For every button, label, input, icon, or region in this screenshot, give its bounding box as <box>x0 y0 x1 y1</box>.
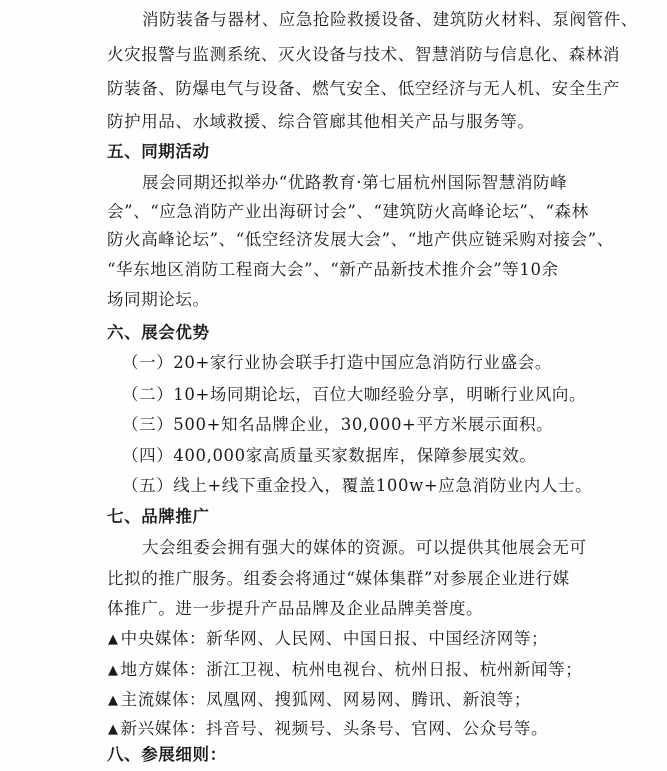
brand-promotion-line-2: 比拟的推广服务。组委会将通过“媒体集群”对参展企业进行媒 <box>107 569 570 588</box>
concurrent-events-line-3: 防火高峰论坛”、“低空经济发展大会”、“地产供应链采购对接会”、 <box>107 230 614 249</box>
concurrent-events-line-1: 展会同期还拟举办“优路教育·第七届杭州国际智慧消防峰 <box>142 173 568 192</box>
brand-promotion-line-3: 体推广。进一步提升产品品牌及企业品牌美誉度。 <box>107 599 484 618</box>
exhibit-scope-line-3: 防装备、防爆电气与设备、燃气安全、低空经济与无人机、安全生产 <box>107 79 620 98</box>
media-value: 凤凰网、搜狐网、网易网、腾讯、新浪等； <box>206 690 532 709</box>
advantage-item: （一）20+家行业协会联手打造中国应急消防行业盛会。 <box>122 353 552 372</box>
triangle-bullet-icon: ▲ <box>108 663 119 678</box>
concurrent-events-line-5: 场同期论坛。 <box>107 290 210 309</box>
media-label: 新兴媒体： <box>120 719 207 738</box>
advantage-item: （四）400,000家高质量买家数据库，保障参展实效。 <box>122 446 537 465</box>
section-heading-brand-promotion: 七、品牌推广 <box>107 507 210 526</box>
media-row-emerging <box>108 718 548 741</box>
media-row-central <box>108 628 548 651</box>
media-label: 主流媒体： <box>120 690 207 709</box>
media-value: 抖音号、视频号、头条号、官网、公众号等。 <box>206 719 549 738</box>
triangle-bullet-icon: ▲ <box>108 632 119 647</box>
media-value: 新华网、人民网、中国日报、中国经济网等； <box>206 629 549 648</box>
media-value: 浙江卫视、杭州电视台、杭州日报、杭州新闻等； <box>206 660 583 679</box>
concurrent-events-line-4: “华东地区消防工程商大会”、“新产品新技术推介会”等10余 <box>107 260 559 279</box>
exhibit-scope-line-2: 火灾报警与监测系统、灭火设备与技术、智慧消防与信息化、森林消 <box>107 45 620 64</box>
exhibit-scope-line-1: 消防装备与器材、应急抢险救援设备、建筑防火材料、泵阀管件、 <box>142 10 638 29</box>
media-row-mainstream <box>108 689 531 712</box>
triangle-bullet-icon: ▲ <box>108 693 119 708</box>
section-heading-advantages: 六、展会优势 <box>107 323 210 342</box>
brand-promotion-line-1: 大会组委会拥有强大的媒体的资源。可以提供其他展会无可 <box>142 538 587 557</box>
advantage-item: （五）线上+线下重金投入，覆盖100w+应急消防业内人士。 <box>122 476 593 495</box>
media-label: 地方媒体： <box>120 660 207 679</box>
media-label: 中央媒体： <box>120 629 207 648</box>
advantage-item: （三）500+知名品牌企业，30,000+平方米展示面积。 <box>122 415 554 434</box>
concurrent-events-line-2: 会”、“应急消防产业出海研讨会”、“建筑防火高峰论坛”、“森林 <box>107 202 589 221</box>
exhibit-scope-line-4: 防护用品、水域救援、综合管廊其他相关产品与服务等。 <box>107 112 535 131</box>
advantage-item: （二）10+场同期论坛，百位大咖经验分享，明晰行业风向。 <box>122 385 587 404</box>
triangle-bullet-icon: ▲ <box>108 722 119 737</box>
media-row-local <box>108 659 582 682</box>
section-heading-concurrent-events: 五、同期活动 <box>107 142 210 161</box>
section-heading-exhibition-rules: 八、参展细则： <box>107 745 227 764</box>
